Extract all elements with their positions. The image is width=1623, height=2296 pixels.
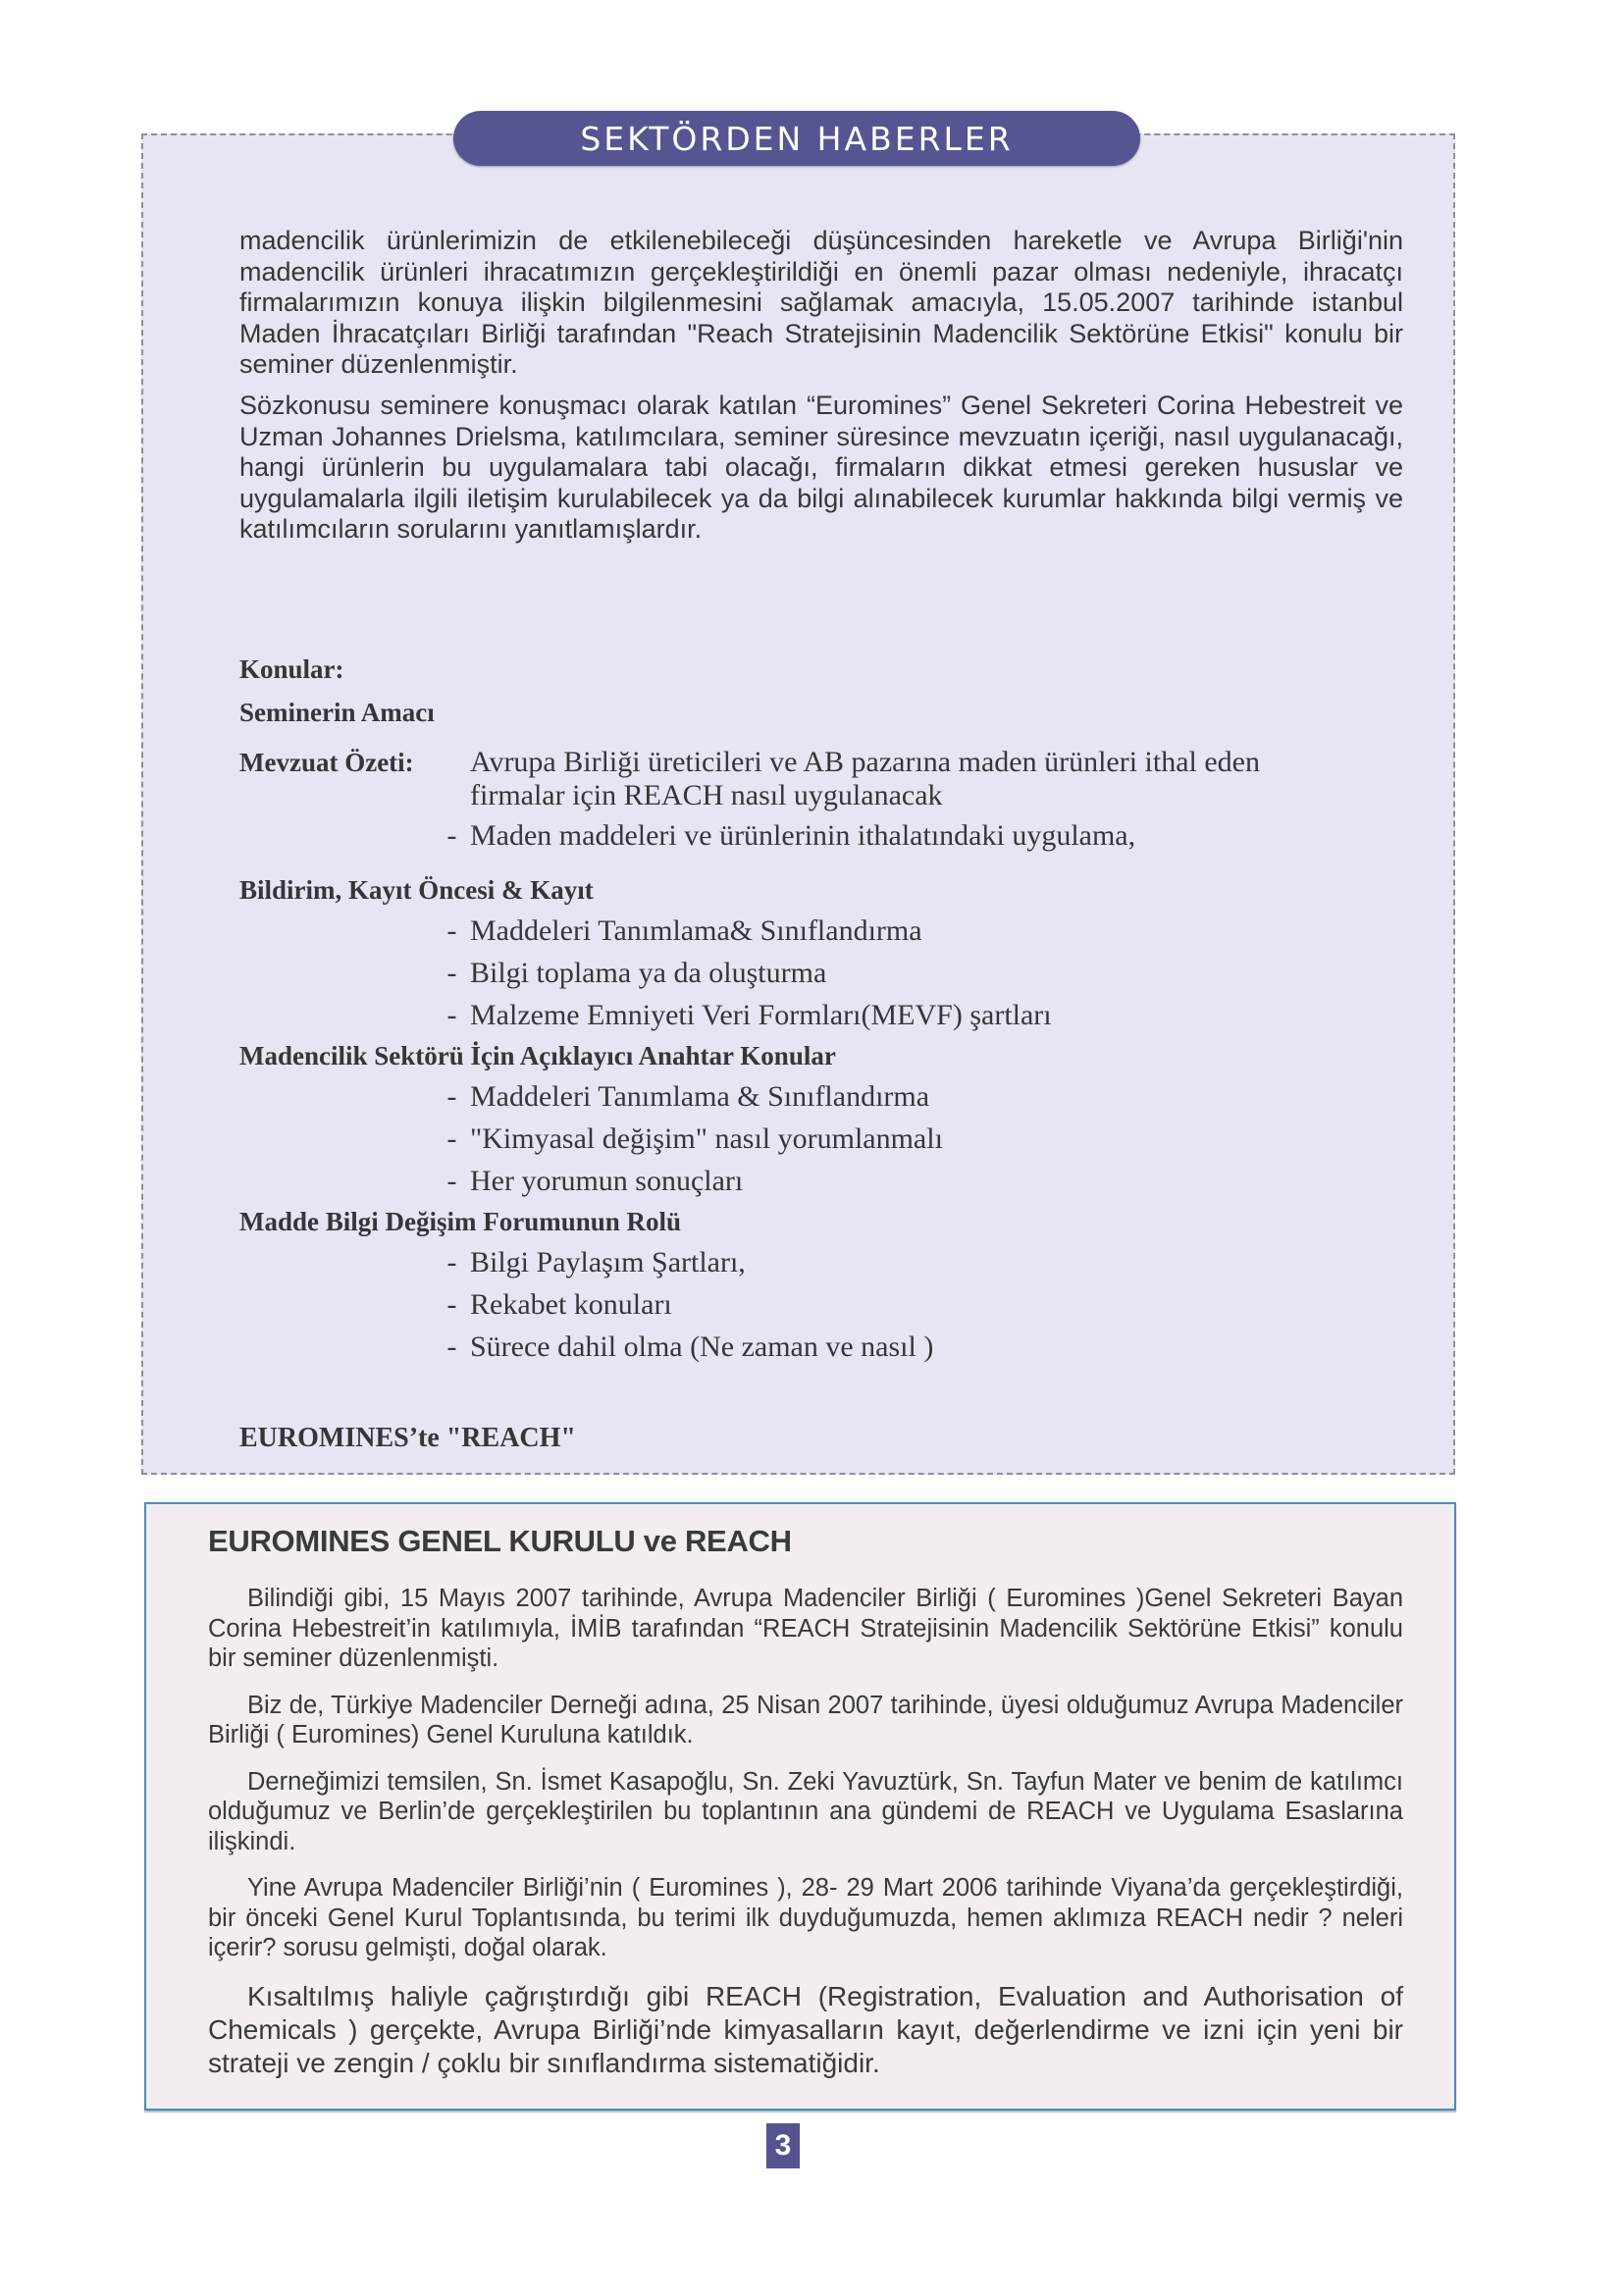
list-item-text: Maden maddeleri ve ürünlerinin ithalatındaki uygulama, [470, 819, 1136, 852]
list-item-text: Sürece dahil olma (Ne zaman ve nasıl ) [470, 1331, 934, 1363]
list-item [239, 910, 1417, 952]
dash-bullet: - [446, 1288, 457, 1321]
body-paragraph: Biz de, Türkiye Madenciler Derneği adına, 25 Nisan 2007 tarihinde, üyesi olduğumuz Avrupa Madenciler Birliği ( Euromines) Genel Kuruluna katıldık. [208, 1691, 1403, 1748]
list-item [239, 1241, 1417, 1283]
summary-text: Avrupa Birliği üreticileri ve AB pazarına maden ürünleri ithal eden firmalar için REACH nasıl uygulanacak [470, 746, 1260, 811]
list-item-text: "Kimyasal değişim" nasıl yorumlanmalı [470, 1122, 943, 1155]
list-item-text: Her yorumun sonuçları [470, 1165, 744, 1197]
bottom-article-title: EUROMINES GENEL KURULU ve REACH [208, 1524, 792, 1558]
seminar-topics [239, 650, 1417, 1458]
topics-heading: Konular: [239, 654, 344, 684]
list-item [239, 1160, 1417, 1202]
dash-bullet: - [446, 1122, 457, 1155]
body-paragraph: Yine Avrupa Madenciler Birliği’nin ( Euromines ), 28- 29 Mart 2006 tarihinde Viyana’da gerçekleştirdiği, bir önceki Genel Kurul Toplantısında, bu terimi ilk duyduğumuzda, hemen aklımıza REACH nedir ? neleri içerir? sorusu gelmişti, doğal olarak. [208, 1874, 1403, 1961]
dash-bullet: - [446, 1246, 457, 1278]
group-heading: Madencilik Sektörü İçin Açıklayıcı Anahtar Konular [239, 1041, 836, 1070]
dash-bullet: - [446, 914, 457, 947]
dash-bullet: - [446, 819, 457, 852]
summary-row [239, 746, 1417, 812]
group-heading: Madde Bilgi Değişim Forumunun Rolü [239, 1207, 682, 1236]
dash-bullet: - [446, 957, 457, 989]
list-item-text: Bilgi toplama ya da oluşturma [470, 957, 827, 989]
list-item [239, 814, 1417, 857]
dash-bullet: - [446, 1080, 457, 1113]
list-item [239, 1075, 1417, 1118]
list-item-text: Rekabet konuları [470, 1288, 672, 1321]
list-item-text: Bilgi Paylaşım Şartları, [470, 1246, 746, 1278]
list-item [239, 952, 1417, 994]
dash-bullet: - [446, 1165, 457, 1197]
section-banner [453, 111, 1140, 166]
purpose-heading: Seminerin Amacı [239, 698, 435, 727]
body-paragraph: Kısaltılmış haliyle çağrıştırdığı gibi REACH (Registration, Evaluation and Authorisation of Chemicals ) gerçekte, Avrupa Birliği’nde kimyasalların kayıt, değerlendirme ve izni için yeni bir strateji ve zengin / çoklu bir sınıflandırma sistematiğidir. [208, 1980, 1403, 2078]
bottom-article-body [208, 1584, 1403, 2097]
list-item-text: Malzeme Emniyeti Veri Formları(MEVF) şartları [470, 999, 1052, 1031]
intro-paragraph [239, 391, 1403, 546]
body-paragraph: Derneğimizi temsilen, Sn. İsmet Kasapoğlu, Sn. Zeki Yavuztürk, Sn. Tayfun Mater ve benim de katılımcı olduğumuz ve Berlin’de gerçekleştirilen bu toplantının ana gündemi de REACH ve Uygulama Esaslarına ilişkindi. [208, 1767, 1403, 1855]
dash-bullet: - [446, 1331, 457, 1363]
group-heading: Bildirim, Kayıt Öncesi & Kayıt [239, 875, 594, 905]
summary-label: Mevzuat Özeti: [239, 748, 414, 777]
body-paragraph: Bilindiği gibi, 15 Mayıs 2007 tarihinde, Avrupa Madenciler Birliği ( Euromines )Genel Sekreteri Bayan Corina Hebestreit’in katılımıyla, İMİB tarafından “REACH Stratejisinin Madencilik Sektörüne Etkisi” konulu bir seminer düzenlenmişti. [208, 1585, 1403, 1672]
intro-paragraph-text: Sözkonusu seminere konuşmacı olarak katılan “Euromines” Genel Sekreteri Corina Hebestreit ve Uzman Johannes Drielsma, katılımcılara, seminer süresince mevzuatın içeriği, nasıl uygulanacağı, hangi ürünlerin bu uygulamalara tabi olacağı, firmaların dikkat etmesi gereken hususlar ve uygulamalarla ilgili iletişim kurulabilecek ya da bilgi alınabilecek kurumlar hakkında bilgi vermiş ve katılımcıların sorularını yanıtlamışlardır. [239, 390, 1403, 545]
list-item-text: Maddeleri Tanımlama& Sınıflandırma [470, 914, 922, 947]
top-article-intro [239, 226, 1403, 555]
dash-bullet: - [446, 999, 457, 1031]
euromines-reach-heading: EUROMINES’te "REACH" [239, 1423, 576, 1453]
list-item [239, 1326, 1417, 1368]
section-title: SEKTÖRDEN HABERLER [580, 119, 1014, 158]
list-item [239, 1118, 1417, 1160]
list-item [239, 994, 1417, 1036]
intro-paragraph: madencilik ürünlerimizin de etkilenebileceği düşüncesinden hareketle ve Avrupa Birliği'nin madencilik ürünleri ihracatımızın gerçekleştirildiği en önemli pazar olması nedeniyle, ihracatçı firmalarımızın konuya ilişkin bilgilenmesini sağlamak amacıyla, 15.05.2007 tarihinde istanbul Maden İhracatçıları Birliği tarafından "Reach Stratejisinin Madencilik Sektörüne Etkisi" konulu bir seminer düzenlenmiştir. [239, 226, 1403, 380]
list-item [239, 1283, 1417, 1326]
page-number: 3 [766, 2123, 800, 2168]
list-item-text: Maddeleri Tanımlama & Sınıflandırma [470, 1080, 930, 1113]
